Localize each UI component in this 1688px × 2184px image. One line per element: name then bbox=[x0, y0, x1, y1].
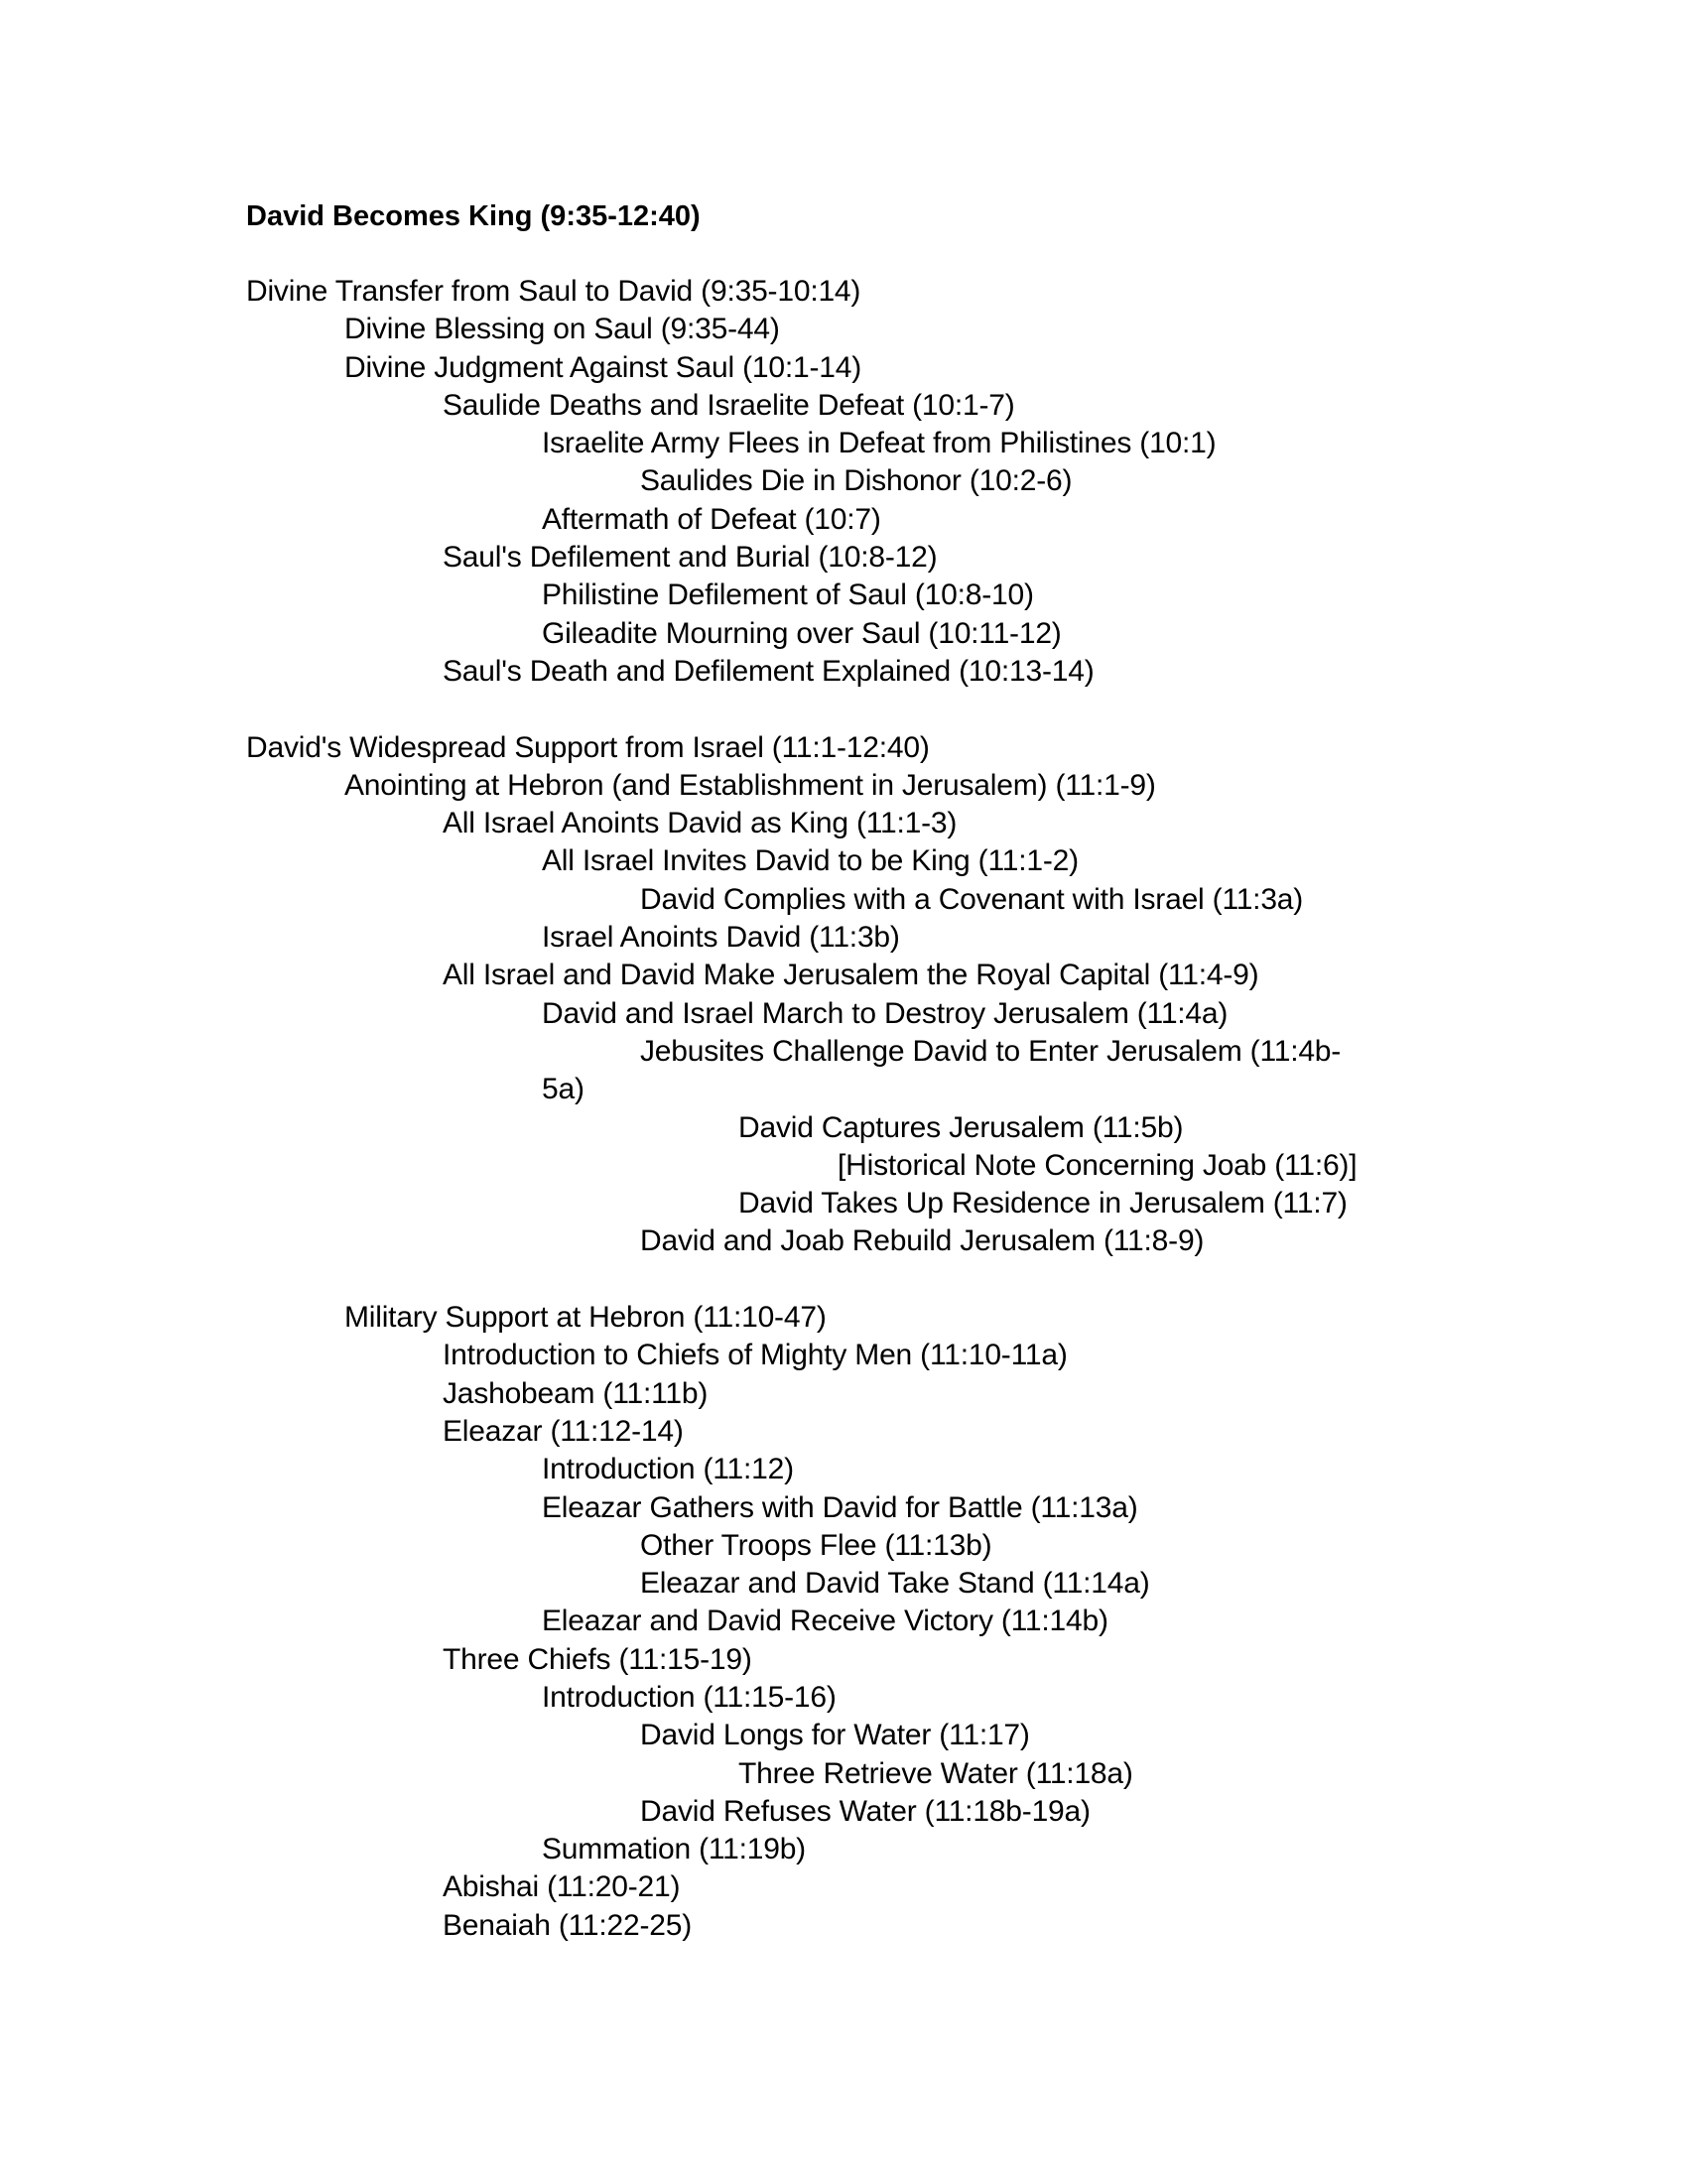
outline-item: Summation (11:19b) bbox=[542, 1833, 806, 1866]
outline-item: All Israel Anoints David as King (11:1-3) bbox=[443, 807, 958, 840]
outline-item: Anointing at Hebron (and Establishment in Jerusalem) (11:1-9) bbox=[344, 768, 1156, 802]
outline-item: David Captures Jerusalem (11:5b) bbox=[738, 1110, 1184, 1144]
outline-item-wrap: 5a) bbox=[542, 1073, 584, 1106]
outline bbox=[246, 273, 1457, 1945]
outline-item: Eleazar and David Receive Victory (11:14b) bbox=[542, 1605, 1108, 1638]
outline-item: David Complies with a Covenant with Israel (11:3a) bbox=[640, 882, 1304, 916]
section-spacer bbox=[246, 1261, 1457, 1299]
outline-item: David Refuses Water (11:18b-19a) bbox=[640, 1794, 1091, 1828]
outline-item: Other Troops Flee (11:13b) bbox=[640, 1528, 992, 1562]
outline-item: Abishai (11:20-21) bbox=[443, 1870, 681, 1904]
outline-item: Eleazar and David Take Stand (11:14a) bbox=[640, 1567, 1150, 1601]
outline-item: Saul's Death and Defilement Explained (10:13-14) bbox=[443, 654, 1095, 688]
outline-item: All Israel and David Make Jerusalem the Royal Capital (11:4-9) bbox=[443, 959, 1259, 992]
outline-item: Divine Blessing on Saul (9:35-44) bbox=[344, 313, 780, 346]
outline-item: Saulide Deaths and Israelite Defeat (10:1-7) bbox=[443, 388, 1015, 422]
outline-item: David's Widespread Support from Israel (11:1-12:40) bbox=[246, 730, 930, 764]
outline-item: Divine Transfer from Saul to David (9:35-10:14) bbox=[246, 275, 861, 308]
outline-item: Introduction to Chiefs of Mighty Men (11:10-11a) bbox=[443, 1339, 1068, 1372]
outline-item: [Historical Note Concerning Joab (11:6)] bbox=[838, 1148, 1358, 1182]
outline-item: Introduction (11:12) bbox=[542, 1453, 794, 1486]
outline-item: David Longs for Water (11:17) bbox=[640, 1719, 1030, 1752]
outline-item: Saulides Die in Dishonor (10:2-6) bbox=[640, 464, 1073, 498]
document-title: David Becomes King (9:35-12:40) bbox=[246, 200, 701, 232]
outline-item: Introduction (11:15-16) bbox=[542, 1680, 837, 1714]
outline-item: Divine Judgment Against Saul (10:1-14) bbox=[344, 350, 862, 384]
outline-item: Military Support at Hebron (11:10-47) bbox=[344, 1301, 827, 1335]
outline-item: Philistine Defilement of Saul (10:8-10) bbox=[542, 578, 1034, 612]
outline-item: Jashobeam (11:11b) bbox=[443, 1376, 709, 1410]
outline-item: Three Chiefs (11:15-19) bbox=[443, 1642, 752, 1676]
outline-item: David Takes Up Residence in Jerusalem (11:7) bbox=[738, 1187, 1348, 1220]
outline-item: Israel Anoints David (11:3b) bbox=[542, 921, 900, 955]
outline-item: Aftermath of Defeat (10:7) bbox=[542, 502, 881, 536]
section-spacer bbox=[246, 691, 1457, 728]
outline-item: Gileadite Mourning over Saul (10:11-12) bbox=[542, 616, 1062, 650]
outline-item: Eleazar (11:12-14) bbox=[443, 1414, 684, 1448]
outline-item: Saul's Defilement and Burial (10:8-12) bbox=[443, 541, 938, 575]
outline-item: David and Israel March to Destroy Jerusalem (11:4a) bbox=[542, 996, 1229, 1030]
outline-item: Three Retrieve Water (11:18a) bbox=[738, 1756, 1133, 1790]
outline-item: Eleazar Gathers with David for Battle (11:13a) bbox=[542, 1490, 1138, 1524]
outline-item: Benaiah (11:22-25) bbox=[443, 1908, 693, 1942]
outline-item: Israelite Army Flees in Defeat from Philistines (10:1) bbox=[542, 427, 1217, 460]
outline-item: David and Joab Rebuild Jerusalem (11:8-9) bbox=[640, 1224, 1205, 1258]
outline-item: Jebusites Challenge David to Enter Jerusalem (11:4b- bbox=[640, 1034, 1342, 1068]
outline-item: All Israel Invites David to be King (11:1-2) bbox=[542, 844, 1079, 878]
